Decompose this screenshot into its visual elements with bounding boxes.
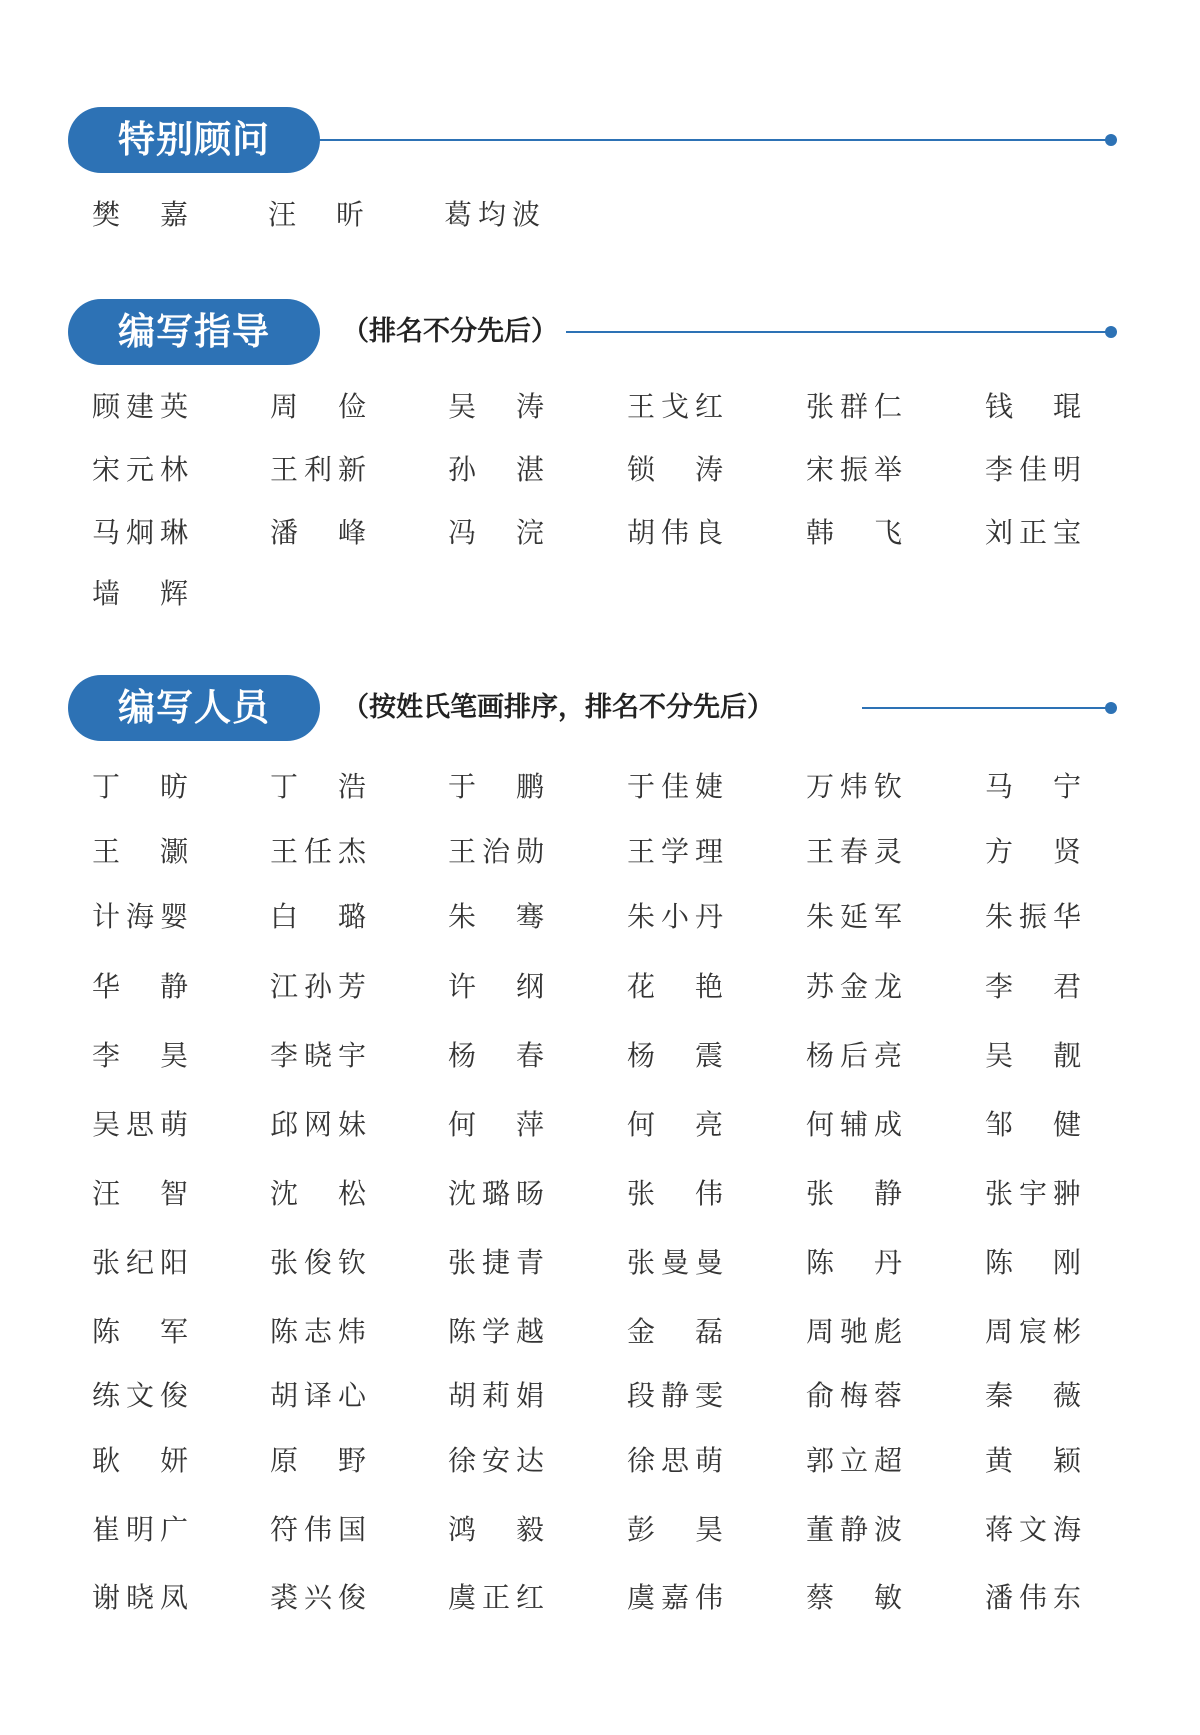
person-name: 张 伟 <box>627 1177 723 1210</box>
person-name: 蔡 敏 <box>806 1581 902 1614</box>
divider-dot-icon <box>1105 326 1117 338</box>
person-name: 樊 嘉 <box>92 198 188 231</box>
person-name: 符伟国 <box>270 1513 366 1546</box>
person-name: 韩 飞 <box>806 516 902 549</box>
person-name: 冯 浣 <box>448 516 544 549</box>
person-name: 杨 春 <box>448 1039 544 1072</box>
person-name: 何 亮 <box>627 1108 723 1141</box>
section-note-writers: （按姓氏笔画排序，排名不分先后） <box>342 692 774 723</box>
person-name: 彭 昊 <box>627 1513 723 1546</box>
person-name: 邹 健 <box>985 1108 1081 1141</box>
person-name: 俞梅蓉 <box>806 1379 902 1412</box>
person-name: 杨后亮 <box>806 1039 902 1072</box>
person-name: 锁 涛 <box>627 453 723 486</box>
person-name: 李 君 <box>985 970 1081 1003</box>
person-name: 陈学越 <box>448 1315 544 1348</box>
person-name: 王学理 <box>627 835 723 868</box>
person-name: 张俊钦 <box>270 1246 366 1279</box>
person-name: 朱延军 <box>806 900 902 933</box>
person-name: 丁 浩 <box>270 770 366 803</box>
person-name: 朱小丹 <box>627 900 723 933</box>
person-name: 朱 骞 <box>448 900 544 933</box>
person-name: 李晓宇 <box>270 1039 366 1072</box>
person-name: 马 宁 <box>985 770 1081 803</box>
person-name: 潘 峰 <box>270 516 366 549</box>
person-name: 陈 丹 <box>806 1246 902 1279</box>
section-title-special-advisors: 特别顾问 <box>68 107 320 173</box>
person-name: 于 鹏 <box>448 770 544 803</box>
person-name: 王戈红 <box>627 390 723 423</box>
person-name: 金 磊 <box>627 1315 723 1348</box>
person-name: 沈璐旸 <box>448 1177 544 1210</box>
person-name: 吴 涛 <box>448 390 544 423</box>
section-note-writing-guidance: （排名不分先后） <box>342 316 558 347</box>
person-name: 王 灏 <box>92 835 188 868</box>
person-name: 白 璐 <box>270 900 366 933</box>
person-name: 葛均波 <box>444 198 540 231</box>
divider-line <box>566 331 1110 333</box>
person-name: 丁 昉 <box>92 770 188 803</box>
person-name: 郭立超 <box>806 1444 902 1477</box>
person-name: 段静雯 <box>627 1379 723 1412</box>
person-name: 虞正红 <box>448 1581 544 1614</box>
person-name: 朱振华 <box>985 900 1081 933</box>
person-name: 李佳明 <box>985 453 1081 486</box>
person-name: 耿 妍 <box>92 1444 188 1477</box>
person-name: 江孙芳 <box>270 970 366 1003</box>
person-name: 于佳婕 <box>627 770 723 803</box>
person-name: 邱网妹 <box>270 1108 366 1141</box>
divider-line <box>318 139 1110 141</box>
divider-line <box>862 707 1110 709</box>
person-name: 许 纲 <box>448 970 544 1003</box>
person-name: 刘正宝 <box>985 516 1081 549</box>
person-name: 苏金龙 <box>806 970 902 1003</box>
person-name: 汪 智 <box>92 1177 188 1210</box>
person-name: 墙 辉 <box>92 577 188 610</box>
person-name: 王利新 <box>270 453 366 486</box>
person-name: 谢晓凤 <box>92 1581 188 1614</box>
person-name: 花 艳 <box>627 970 723 1003</box>
person-name: 徐思萌 <box>627 1444 723 1477</box>
person-name: 张捷青 <box>448 1246 544 1279</box>
person-name: 王治勋 <box>448 835 544 868</box>
person-name: 张 静 <box>806 1177 902 1210</box>
person-name: 徐安达 <box>448 1444 544 1477</box>
section-title-writers: 编写人员 <box>68 675 320 741</box>
person-name: 王任杰 <box>270 835 366 868</box>
person-name: 张纪阳 <box>92 1246 188 1279</box>
divider-dot-icon <box>1105 134 1117 146</box>
person-name: 何 萍 <box>448 1108 544 1141</box>
person-name: 汪 昕 <box>268 198 364 231</box>
person-name: 万炜钦 <box>806 770 902 803</box>
person-name: 鸿 毅 <box>448 1513 544 1546</box>
person-name: 崔明广 <box>92 1513 188 1546</box>
person-name: 张群仁 <box>806 390 902 423</box>
person-name: 张曼曼 <box>627 1246 723 1279</box>
person-name: 何辅成 <box>806 1108 902 1141</box>
person-name: 董静波 <box>806 1513 902 1546</box>
person-name: 裘兴俊 <box>270 1581 366 1614</box>
person-name: 虞嘉伟 <box>627 1581 723 1614</box>
person-name: 周 俭 <box>270 390 366 423</box>
person-name: 黄 颖 <box>985 1444 1081 1477</box>
person-name: 胡莉娟 <box>448 1379 544 1412</box>
person-name: 周驰彪 <box>806 1315 902 1348</box>
person-name: 周宸彬 <box>985 1315 1081 1348</box>
divider-dot-icon <box>1105 702 1117 714</box>
person-name: 钱 琨 <box>985 390 1081 423</box>
person-name: 陈志炜 <box>270 1315 366 1348</box>
person-name: 陈 军 <box>92 1315 188 1348</box>
person-name: 马炯琳 <box>92 516 188 549</box>
person-name: 秦 薇 <box>985 1379 1081 1412</box>
person-name: 陈 刚 <box>985 1246 1081 1279</box>
person-name: 练文俊 <box>92 1379 188 1412</box>
person-name: 沈 松 <box>270 1177 366 1210</box>
person-name: 胡伟良 <box>627 516 723 549</box>
person-name: 潘伟东 <box>985 1581 1081 1614</box>
person-name: 宋振举 <box>806 453 902 486</box>
person-name: 王春灵 <box>806 835 902 868</box>
person-name: 华 静 <box>92 970 188 1003</box>
person-name: 李 昊 <box>92 1039 188 1072</box>
person-name: 顾建英 <box>92 390 188 423</box>
person-name: 方 贤 <box>985 835 1081 868</box>
person-name: 吴思萌 <box>92 1108 188 1141</box>
person-name: 宋元林 <box>92 453 188 486</box>
section-title-writing-guidance: 编写指导 <box>68 299 320 365</box>
person-name: 蒋文海 <box>985 1513 1081 1546</box>
person-name: 原 野 <box>270 1444 366 1477</box>
person-name: 张宇翀 <box>985 1177 1081 1210</box>
person-name: 吴 靓 <box>985 1039 1081 1072</box>
person-name: 胡译心 <box>270 1379 366 1412</box>
person-name: 计海婴 <box>92 900 188 933</box>
person-name: 杨 震 <box>627 1039 723 1072</box>
person-name: 孙 湛 <box>448 453 544 486</box>
